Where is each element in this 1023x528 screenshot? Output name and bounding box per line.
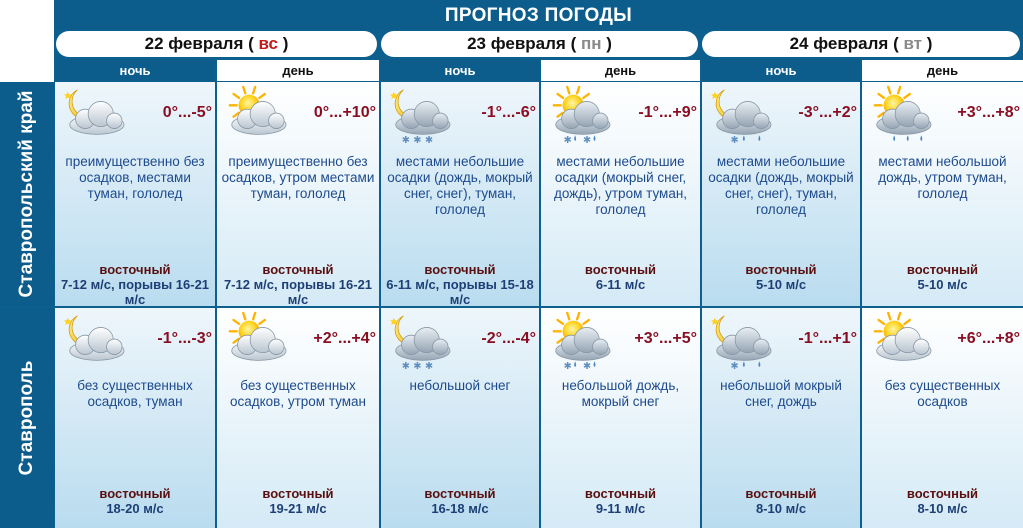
weather-description: преимущественно без осадков, утром местами туман, гололед — [221, 154, 375, 201]
wind-direction: восточный — [262, 262, 334, 277]
forecast-cell — [381, 82, 539, 306]
forecast-cell — [55, 82, 215, 306]
wind-speed: 19-21 м/с — [269, 501, 327, 516]
moon-cloud-snow-icon — [383, 84, 455, 146]
temperature: -1°...-6° — [481, 104, 536, 121]
temperature: -1°...+9° — [638, 104, 697, 121]
wind-speed: 8-10 м/с — [917, 501, 968, 516]
wind-speed: 16-18 м/с — [431, 501, 489, 516]
date-label: 24 февраля — [789, 34, 889, 53]
forecast-cell — [702, 82, 860, 306]
temperature: +3°...+5° — [634, 330, 697, 347]
period-day: день — [541, 60, 700, 81]
svg-text:✱: ✱ — [413, 361, 422, 372]
temperature: +2°...+4° — [313, 330, 376, 347]
forecast-cell — [702, 308, 860, 528]
weather-description: местами небольшой дождь, утром туман, гололед — [878, 154, 1007, 201]
temperature: 0°...-5° — [162, 104, 212, 121]
weather-description: местами небольшие осадки (дождь, мокрый снег, снег), туман, гололед — [708, 154, 854, 217]
wind-speed: 8-10 м/с — [755, 501, 807, 516]
weather-description: без существенных осадков, утром туман — [229, 378, 367, 409]
moon-cloud-rain-snow-icon — [704, 310, 776, 372]
sun-cloud-rain-snow-icon — [543, 310, 615, 372]
wind-direction: восточный — [745, 262, 817, 277]
sun-cloud-icon — [219, 84, 291, 146]
wind-direction: восточный — [906, 486, 979, 501]
date-header-1: 22 февраля ( вс ) — [56, 31, 377, 57]
moon-cloud-icon — [57, 310, 129, 372]
wind-speed: 6-11 м/с — [595, 277, 646, 292]
svg-text:✱: ✱ — [563, 361, 572, 372]
temperature: -3°...+2° — [798, 104, 857, 121]
period-night: ночь — [381, 60, 539, 81]
period-day: день — [217, 60, 379, 81]
wind-speed: 9-11 м/с — [595, 501, 646, 516]
date-header-3: 24 февраля ( вт ) — [702, 31, 1020, 57]
moon-cloud-snow-icon — [383, 310, 455, 372]
wind-direction: восточный — [906, 262, 979, 277]
region-label-krai: Ставропольский край — [0, 82, 54, 306]
sun-cloud-rain-snow-icon — [543, 84, 615, 146]
temperature: +6°...+8° — [957, 330, 1020, 347]
svg-text:✱: ✱ — [413, 135, 422, 146]
sun-cloud-rain-icon — [864, 84, 936, 146]
wind-direction: восточный — [584, 486, 657, 501]
svg-text:✱: ✱ — [730, 135, 739, 146]
weather-description: преимущественно без осадков, местами туман, гололед — [65, 154, 205, 201]
day-of-week: вс — [258, 34, 278, 53]
wind-direction: восточный — [584, 262, 657, 277]
svg-text:✱: ✱ — [401, 135, 410, 146]
forecast-cell — [381, 308, 539, 528]
sun-cloud-icon — [864, 310, 936, 372]
wind-direction: восточный — [262, 486, 334, 501]
forecast-cell — [217, 308, 379, 528]
temperature: +3°...+8° — [957, 104, 1020, 121]
page-title: ПРОГНОЗ ПОГОДЫ — [54, 0, 1023, 30]
period-night: ночь — [702, 60, 860, 81]
forecast-cell — [862, 82, 1023, 306]
svg-text:✱: ✱ — [424, 135, 433, 146]
svg-text:✱: ✱ — [424, 361, 433, 372]
temperature: -2°...-4° — [481, 330, 536, 347]
weather-description: небольшой мокрый снег, дождь — [720, 378, 842, 409]
wind-direction: восточный — [99, 486, 171, 501]
temperature: -1°...+1° — [798, 330, 857, 347]
forecast-cell — [541, 82, 700, 306]
day-of-week: пн — [580, 34, 602, 53]
weather-description: небольшой дождь, мокрый снег — [561, 378, 680, 409]
wind-speed: 7-12 м/с, порывы 16-21 м/с — [60, 277, 210, 306]
day-of-week: вт — [903, 34, 923, 53]
moon-cloud-icon — [57, 84, 129, 146]
date-header-2: 23 февраля ( пн ) — [381, 31, 698, 57]
corner-blank — [0, 0, 54, 82]
forecast-cell — [862, 308, 1023, 528]
wind-direction: восточный — [99, 262, 171, 277]
wind-speed: 6-11 м/с, порывы 15-18 м/с — [386, 277, 534, 306]
sun-cloud-icon — [219, 310, 291, 372]
region-label-city: Ставрополь — [0, 308, 54, 528]
svg-text:✱: ✱ — [401, 361, 410, 372]
wind-direction: восточный — [424, 486, 496, 501]
weather-description: без существенных осадков, туман — [77, 378, 193, 409]
wind-speed: 7-12 м/с, порывы 16-21 м/с — [223, 277, 373, 306]
weather-description: местами небольшие осадки (мокрый снег, дождь), утром туман, гололед — [553, 154, 688, 217]
svg-text:✱: ✱ — [563, 135, 572, 146]
weather-description: небольшой снег — [409, 378, 511, 393]
temperature: -1°...-3° — [157, 330, 212, 347]
svg-text:✱: ✱ — [730, 361, 739, 372]
date-label: 23 февраля — [467, 34, 566, 53]
wind-speed: 18-20 м/с — [106, 501, 164, 516]
forecast-cell — [541, 308, 700, 528]
weather-description: местами небольшие осадки (дождь, мокрый снег, снег), туман, гололед — [387, 154, 533, 217]
period-night: ночь — [55, 60, 215, 81]
moon-cloud-rain-snow-icon — [704, 84, 776, 146]
weather-description: без существенных осадков — [884, 378, 1001, 409]
wind-direction: восточный — [424, 262, 496, 277]
svg-text:✱: ✱ — [582, 361, 591, 372]
forecast-cell — [55, 308, 215, 528]
wind-speed: 5-10 м/с — [917, 277, 968, 292]
svg-text:✱: ✱ — [582, 135, 591, 146]
temperature: 0°...+10° — [313, 104, 376, 121]
forecast-cell — [217, 82, 379, 306]
wind-direction: восточный — [745, 486, 817, 501]
period-day: день — [862, 60, 1023, 81]
date-label: 22 февраля — [144, 34, 244, 53]
wind-speed: 5-10 м/с — [755, 277, 807, 292]
